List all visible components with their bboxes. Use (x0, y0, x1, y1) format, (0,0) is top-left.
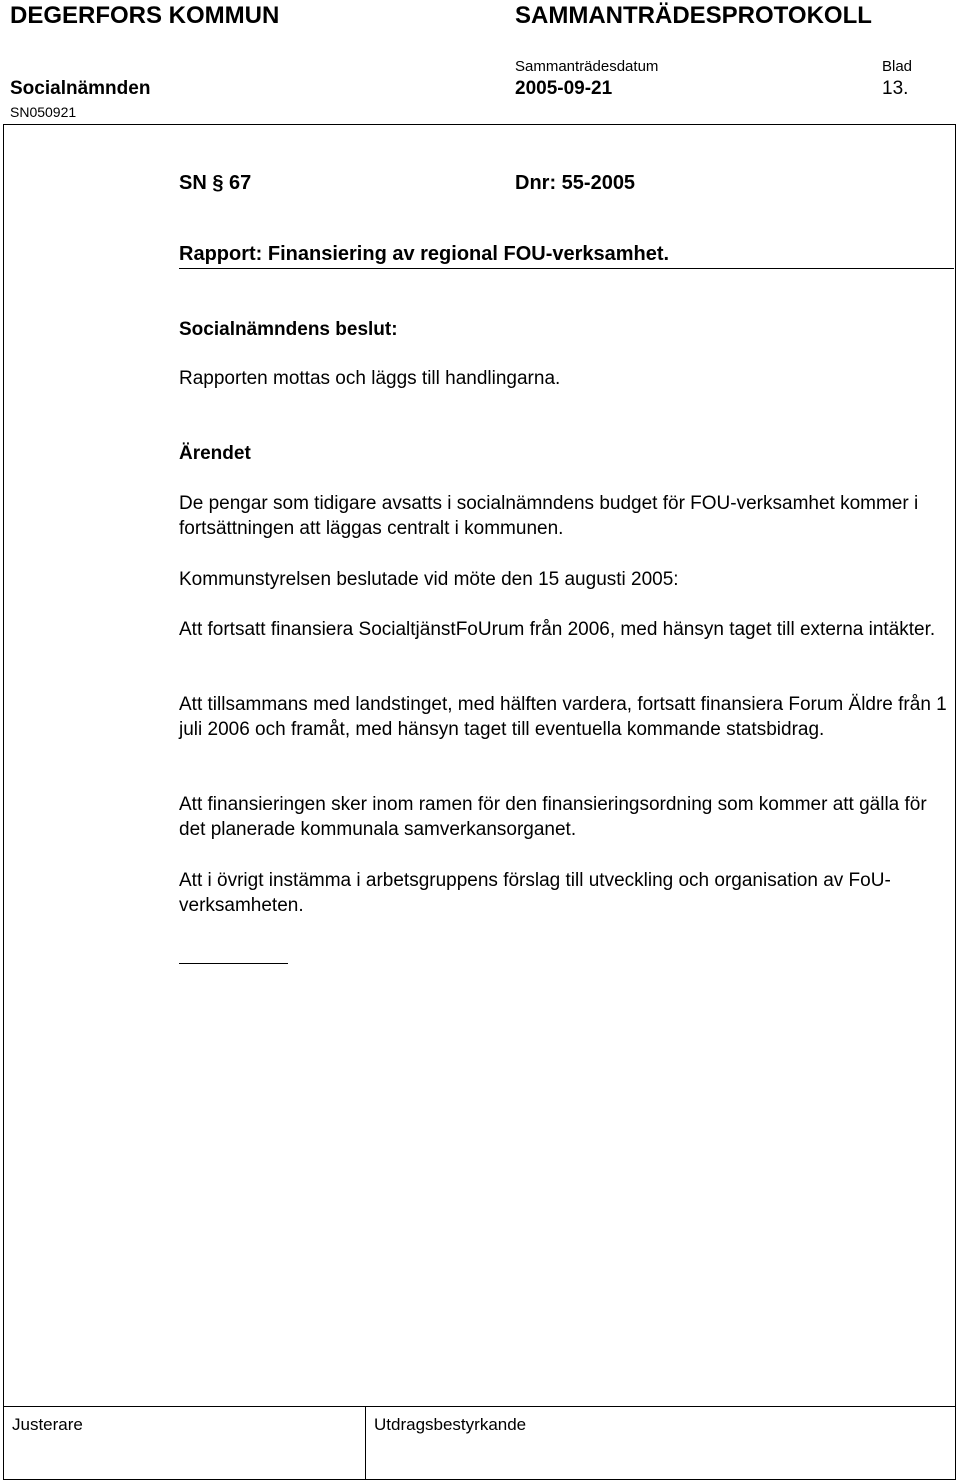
item-title: Rapport: Finansiering av regional FOU-verksamhet. (179, 243, 670, 265)
meeting-date-label: Sammanträdesdatum (515, 58, 659, 75)
diary-number: Dnr: 55-2005 (515, 172, 636, 194)
signature-row (3, 1406, 956, 1480)
matter-paragraph-3: Att fortsatt finansiera SocialtjänstFoUrum från 2006, med hänsyn taget till externa intäkter. (179, 619, 936, 640)
reference-code: SN050921 (10, 104, 77, 120)
page-number: 13. (882, 78, 909, 99)
adjuster-label: Justerare (12, 1415, 83, 1434)
organization-name: DEGERFORS KOMMUN (10, 2, 280, 29)
matter-paragraph-4: Att tillsammans med landstinget, med hälften vardera, fortsatt finansiera Forum Äldre från 1 juli 2006 och framåt, med hänsyn taget till eventuella kommande statsbidrag. (179, 694, 947, 740)
item-number: SN § 67 (179, 172, 252, 194)
meeting-date: 2005-09-21 (515, 78, 613, 99)
matter-paragraph-1: De pengar som tidigare avsatts i socialnämndens budget för FOU-verksamhet kommer i fortsättningen att läggas centralt i kommunen. (179, 493, 919, 539)
decision-heading: Socialnämndens beslut: (179, 319, 398, 340)
matter-paragraph-2: Kommunstyrelsen beslutade vid möte den 15 augusti 2005: (179, 569, 679, 590)
matter-paragraph-6: Att i övrigt instämma i arbetsgruppens förslag till utveckling och organisation av FoU-verksamheten. (179, 870, 891, 916)
title-underline (179, 268, 954, 269)
signature-divider (365, 1407, 366, 1479)
committee-name: Socialnämnden (10, 78, 151, 99)
decision-text: Rapporten mottas och läggs till handlingarna. (179, 368, 561, 389)
page-label: Blad (882, 58, 913, 75)
document-type: SAMMANTRÄDESPROTOKOLL (515, 2, 872, 29)
end-rule (179, 963, 288, 964)
extract-certification-label: Utdragsbestyrkande (374, 1415, 527, 1434)
matter-heading: Ärendet (179, 443, 251, 464)
matter-paragraph-5: Att finansieringen sker inom ramen för den finansieringsordning som kommer att gälla för det planerade kommunala samverkansorganet. (179, 794, 927, 840)
